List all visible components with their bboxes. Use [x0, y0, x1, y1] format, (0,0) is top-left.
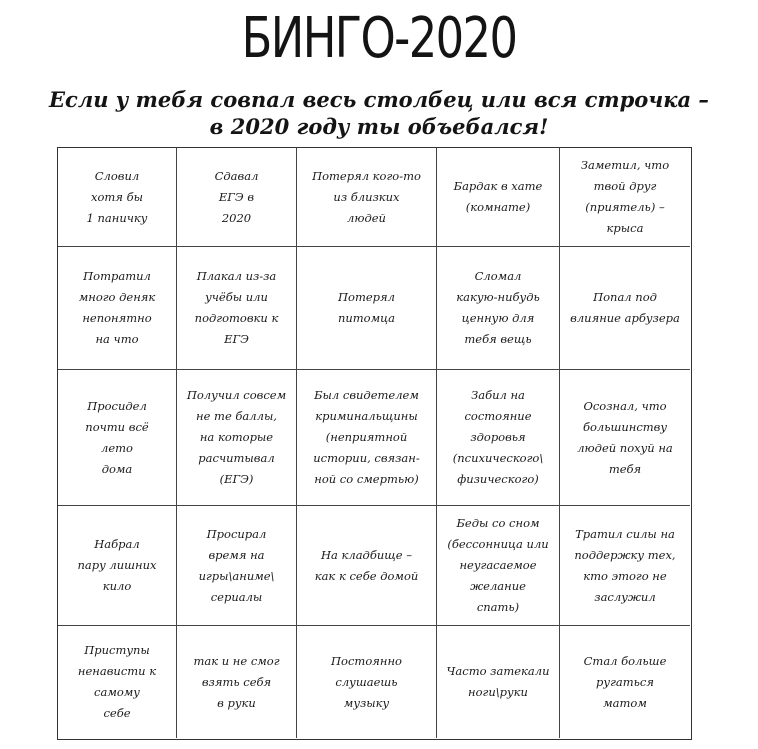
bingo-cell-text: На кладбище – как к себе домой: [314, 547, 419, 583]
bingo-cell-text: Потратил много деняк непонятно на что: [78, 269, 156, 346]
bingo-cell-text: Заметил, что твой друг (приятель) – крыса: [580, 158, 670, 235]
bingo-cell-text: Словил хотя бы 1 паничку: [86, 168, 148, 225]
bingo-cell: [177, 370, 297, 506]
bingo-cell: [177, 626, 297, 738]
bingo-cell: [177, 247, 297, 370]
bingo-cell: [177, 506, 297, 626]
bingo-cell-text: Был свидетелем криминальщины (неприятной истории, связан- ной со смертью): [313, 388, 420, 486]
bingo-cell: [297, 370, 437, 506]
bingo-cell: [437, 370, 560, 506]
bingo-cell: [58, 506, 177, 626]
bingo-cell: [437, 506, 560, 626]
bingo-cell: [58, 247, 177, 370]
bingo-cell-text: Плакал из-за учёбы или подготовки к ЕГЭ: [194, 269, 279, 346]
bingo-cell-text: Сломал какую-нибудь ценную для тебя вещь: [456, 269, 540, 346]
bingo-grid: [57, 147, 692, 740]
bingo-cell-text: Осознал, что большинству людей похуй на тебя: [577, 398, 673, 476]
bingo-cell-text: так и не смог взять себя в руки: [193, 653, 280, 710]
bingo-cell-text: Просидел почти всё лето дома: [85, 398, 149, 476]
bingo-cell: [58, 148, 177, 247]
bingo-cell: [560, 148, 690, 247]
bingo-cell-text: Получил совсем не те баллы, на которые расчитывал (ЕГЭ): [186, 388, 287, 486]
bingo-cell: [437, 626, 560, 738]
bingo-cell-text: Часто затекали ноги\руки: [446, 664, 550, 699]
bingo-cell-text: Потерял кого-то из близких людей: [312, 168, 421, 225]
bingo-cell-text: Просирал время на игры\аниме\ сериалы: [198, 526, 275, 604]
bingo-cell: [437, 247, 560, 370]
bingo-cell-text: Стал больше ругаться матом: [583, 653, 667, 710]
bingo-cell-text: Постоянно слушаешь музыку: [331, 653, 402, 710]
bingo-cell: [177, 148, 297, 247]
bingo-cell: [560, 506, 690, 626]
bingo-cell-text: Беды со сном (бессонница или неугасаемое желание спать): [447, 516, 549, 614]
bingo-cell-text: Приступы ненависти к самому себе: [77, 643, 157, 720]
subtitle-line-2: в 2020 году ты объебался!: [209, 114, 549, 139]
bingo-cell: [437, 148, 560, 247]
bingo-cell: [560, 370, 690, 506]
bingo-cell: [58, 370, 177, 506]
page-title: БИНГО-2020: [241, 6, 517, 71]
bingo-cell: [58, 626, 177, 738]
bingo-cell: [560, 626, 690, 738]
bingo-cell-text: Попал под влияние арбузера: [570, 290, 680, 325]
bingo-cell: [297, 506, 437, 626]
bingo-cell: [297, 626, 437, 738]
bingo-cell-text: Сдавал ЕГЭ в 2020: [214, 168, 259, 225]
bingo-cell-text: Потерял питомца: [337, 290, 396, 325]
bingo-cell-text: Набрал пару лишних кило: [77, 537, 157, 593]
bingo-cell: [560, 247, 690, 370]
subtitle-line-1: Если у тебя совпал весь столбец или вся строчка –: [49, 87, 709, 112]
bingo-cell: [297, 148, 437, 247]
bingo-cell: [297, 247, 437, 370]
bingo-cell-text: Забил на состояние здоровья (психического\ физического): [452, 388, 544, 486]
bingo-cell-text: Бардак в хате (комнате): [453, 179, 543, 214]
bingo-cell-text: Тратил силы на поддержку тех, кто этого не заслужил: [574, 526, 676, 604]
